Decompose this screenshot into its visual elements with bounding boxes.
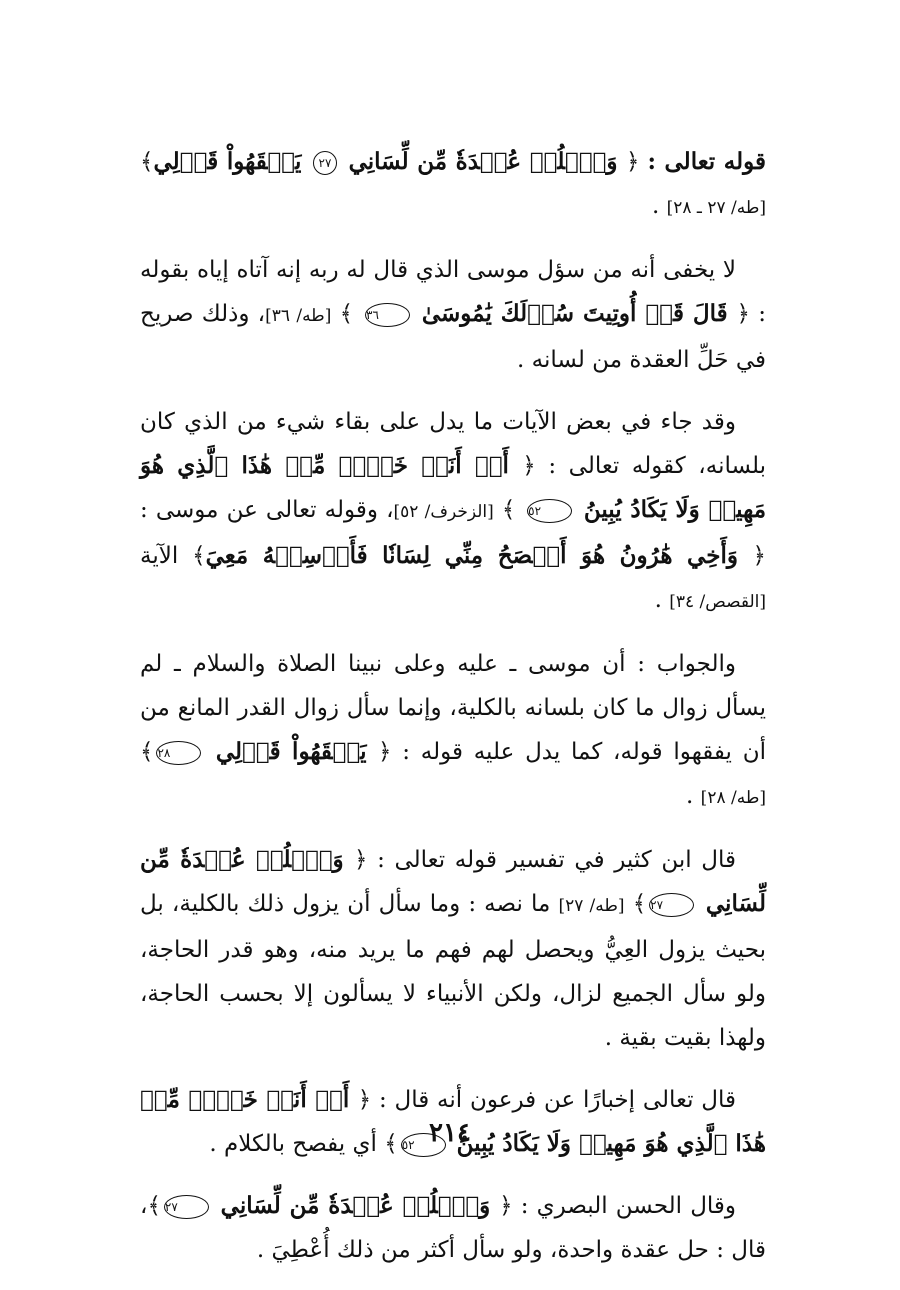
verse-text: أَمۡ أَنَا۠ خَيۡرٞ مِّنۡ هَٰذَا ٱلَّذِي هُوَ مَهِينٞ وَلَا يَكَادُ يُبِينُ (140, 452, 767, 523)
verse-text: وَأَخِي هَٰرُونُ هُوَ أَفۡصَحُ مِنِّي لِسَانٗا فَأَرۡسِلۡهُ مَعِيَ (205, 542, 738, 569)
ornate-bracket-open-icon: ﴿ (752, 543, 766, 569)
verse-number-badge: ٢٨ (156, 741, 201, 765)
punctuation: . (686, 783, 694, 809)
body-text: لا يخفى أنه من سؤل موسى الذي قال له ربه إنه آتاه إياه بقوله : (140, 257, 766, 327)
verse-reference: [طه/ ٣٦] (265, 306, 332, 326)
quran-quote (147, 1192, 512, 1219)
ornate-bracket-open-icon: ﴿ (522, 453, 536, 479)
paragraph-7 (140, 1184, 766, 1272)
paragraph-3 (140, 400, 766, 624)
verse-text: وَٱحۡلُلۡ عُقۡدَةٗ مِّن لِّسَانِي (140, 846, 766, 917)
body-text: والجواب : أن موسى ـ عليه وعلى نبينا الصلاة والسلام ـ لم يسأل زوال ما كان بلسانه بالكلية، وإنما سأل زوال القدر المانع من أن يفقهوا قوله، كما يدل عليه قوله : (140, 651, 766, 765)
ornate-bracket-open-icon: ﴿ (353, 847, 368, 873)
verse-number-badge: ٢٧ (313, 151, 337, 175)
quran-quote (140, 148, 640, 175)
ornate-bracket-close-icon: ﴾ (140, 149, 154, 175)
verse-number-badge: ٥٢ (527, 499, 572, 523)
verse-number-badge: ٢٧ (164, 1195, 209, 1219)
verse-reference: [طه/ ٢٧] (558, 896, 625, 916)
punctuation: . (654, 587, 662, 613)
verse-reference: [القصص/ ٣٤] (669, 592, 766, 612)
verse-number-badge: ٢٧ (649, 893, 694, 917)
verse-number-badge: ٣٦ (365, 303, 410, 327)
heading-lead: قوله تعالى : (647, 148, 767, 175)
page-number: ٢١٤ (429, 1118, 471, 1148)
ornate-bracket-close-icon: ﴾ (147, 1193, 161, 1219)
ornate-bracket-close-icon: ﴾ (632, 891, 647, 917)
ornate-bracket-close-icon: ﴾ (339, 301, 354, 327)
body-text: أي يفصح بالكلام . (209, 1131, 377, 1157)
ornate-bracket-open-icon: ﴿ (626, 149, 640, 175)
verse-text: قَالَ قَدۡ أُوتِيتَ سُؤۡلَكَ يَٰمُوسَىٰ (421, 300, 728, 327)
body-text: ما نصه : وما سأل أن يزول ذلك بالكلية، بل بحيث يزول العِيُّ ويحصل لهم فهم ما يريد منه، وهو قدر الحاجة، ولو سأل الجميع لزال، ولكن الأنبياء لا يسألون إلا بحسب الحاجة، ولهذا بقيت بقية . (140, 891, 766, 1051)
ornate-bracket-open-icon: ﴿ (736, 301, 751, 327)
verse-text: أَمۡ أَنَا۠ خَيۡرٞ مِّنۡ هَٰذَا ٱلَّذِي هُوَ مَهِينٞ وَلَا يَكَادُ يُبِينُ (140, 1086, 766, 1157)
body-text: قال ابن كثير في تفسير قوله تعالى : (377, 847, 736, 873)
ornate-bracket-open-icon: ﴿ (499, 1193, 513, 1219)
paragraph-5 (140, 838, 766, 1060)
punctuation: . (651, 193, 660, 219)
verse-text: يَفۡقَهُواْ قَوۡلِي (215, 738, 367, 765)
ornate-bracket-open-icon: ﴿ (357, 1087, 372, 1113)
ornate-bracket-close-icon: ﴾ (501, 497, 516, 523)
verse-number-badge: ٥٢ (401, 1133, 446, 1157)
quran-quote (192, 542, 766, 569)
body-text: وقد جاء في بعض الآيات ما يدل على بقاء شيء من الذي كان بلسانه، كقوله تعالى : (140, 409, 767, 479)
ornate-bracket-close-icon: ﴾ (140, 739, 154, 765)
verse-text: وَٱحۡلُلۡ عُقۡدَةٗ مِّن لِّسَانِي (348, 148, 618, 175)
quran-quote (340, 300, 750, 327)
verse-text: يَفۡقَهُواْ قَوۡلِي (153, 148, 302, 175)
verse-reference: [طه/ ٢٨] (700, 788, 766, 808)
paragraph-4 (140, 642, 766, 820)
quran-quote (140, 738, 392, 765)
verse-reference: [الزخرف/ ٥٢] (393, 502, 494, 522)
verse-reference: [طه/ ٢٧ ـ ٢٨] (666, 198, 766, 218)
body-text: قال تعالى إخبارًا عن فرعون أنه قال : (379, 1087, 737, 1113)
body-text: وقال الحسن البصري : (520, 1193, 737, 1219)
paragraph-1 (140, 140, 766, 230)
paragraph-2 (140, 248, 766, 382)
ornate-bracket-open-icon: ﴿ (378, 739, 392, 765)
verse-text: وَٱحۡلُلۡ عُقۡدَةٗ مِّن لِّسَانِي (220, 1192, 491, 1219)
ornate-bracket-close-icon: ﴾ (192, 543, 206, 569)
body-text: الآية (140, 543, 179, 569)
body-text: ، قال : حل عقدة واحدة، ولو سأل أكثر من ذلك أُعْطِيَ . (140, 1193, 766, 1263)
body-text: ، وقوله تعالى عن موسى : (140, 497, 394, 523)
ornate-bracket-close-icon: ﴾ (384, 1131, 398, 1157)
body-text: ، وذلك صريح في حَلِّ العقدة من لسانه . (140, 301, 766, 373)
